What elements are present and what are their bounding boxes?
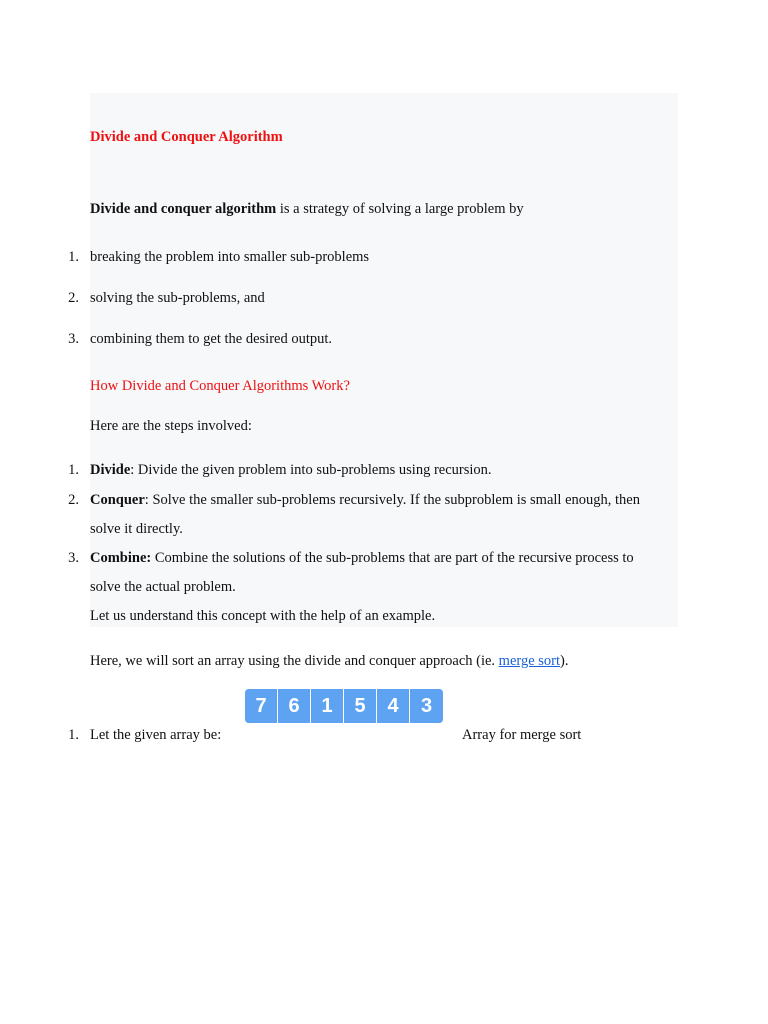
example-list-item: Let the given array be: [90,727,222,743]
example-intro: Let us understand this concept with the help of an example. [90,608,436,624]
array-figure [245,689,443,723]
array-caption: Array for merge sort [462,727,582,743]
page-title: Divide and Conquer Algorithm [90,129,283,145]
content-highlight-background [90,93,678,627]
step-text: : Divide the given problem into sub-problems using recursion. [130,462,492,478]
sort-sentence-end: ). [560,653,569,669]
step-term: Conquer [90,492,145,508]
step-text: Combine the solutions of the sub-problems that are part of the recursive process to [151,550,634,566]
merge-sort-link[interactable]: merge sort [498,653,561,669]
step-text-continued: solve the actual problem. [90,579,236,595]
intro-list-item: solving the sub-problems, and [90,290,265,306]
step-item-conquer [90,491,640,509]
intro-list-number: 3. [68,331,79,347]
step-term: Combine: [90,550,152,566]
intro-list-number: 2. [68,290,79,306]
intro-list-number: 1. [68,249,79,265]
array-cell: 1 [311,689,344,723]
step-item-divide [90,461,492,479]
step-number: 3. [68,550,79,566]
step-number: 2. [68,492,79,508]
sort-sentence [90,652,568,670]
sort-sentence-text: Here, we will sort an array using the divide and conquer approach (ie. [90,653,499,669]
intro-list-item: combining them to get the desired output. [90,331,333,347]
step-item-combine [90,549,634,567]
section-subheading: How Divide and Conquer Algorithms Work? [90,378,350,394]
intro-bold-term: Divide and conquer algorithm [90,201,277,217]
steps-intro: Here are the steps involved: [90,418,252,434]
example-list-number: 1. [68,727,79,743]
step-number: 1. [68,462,79,478]
array-cell: 4 [377,689,410,723]
array-cell: 5 [344,689,377,723]
step-text-continued: solve it directly. [90,521,183,537]
step-term: Divide [90,462,131,478]
array-cell: 3 [410,689,443,723]
intro-text: is a strategy of solving a large problem by [276,201,524,217]
array-cell: 6 [278,689,311,723]
step-text: : Solve the smaller sub-problems recursively. If the subproblem is small enough, then [144,492,640,508]
array-cell: 7 [245,689,278,723]
intro-paragraph [90,200,524,218]
intro-list-item: breaking the problem into smaller sub-problems [90,249,370,265]
